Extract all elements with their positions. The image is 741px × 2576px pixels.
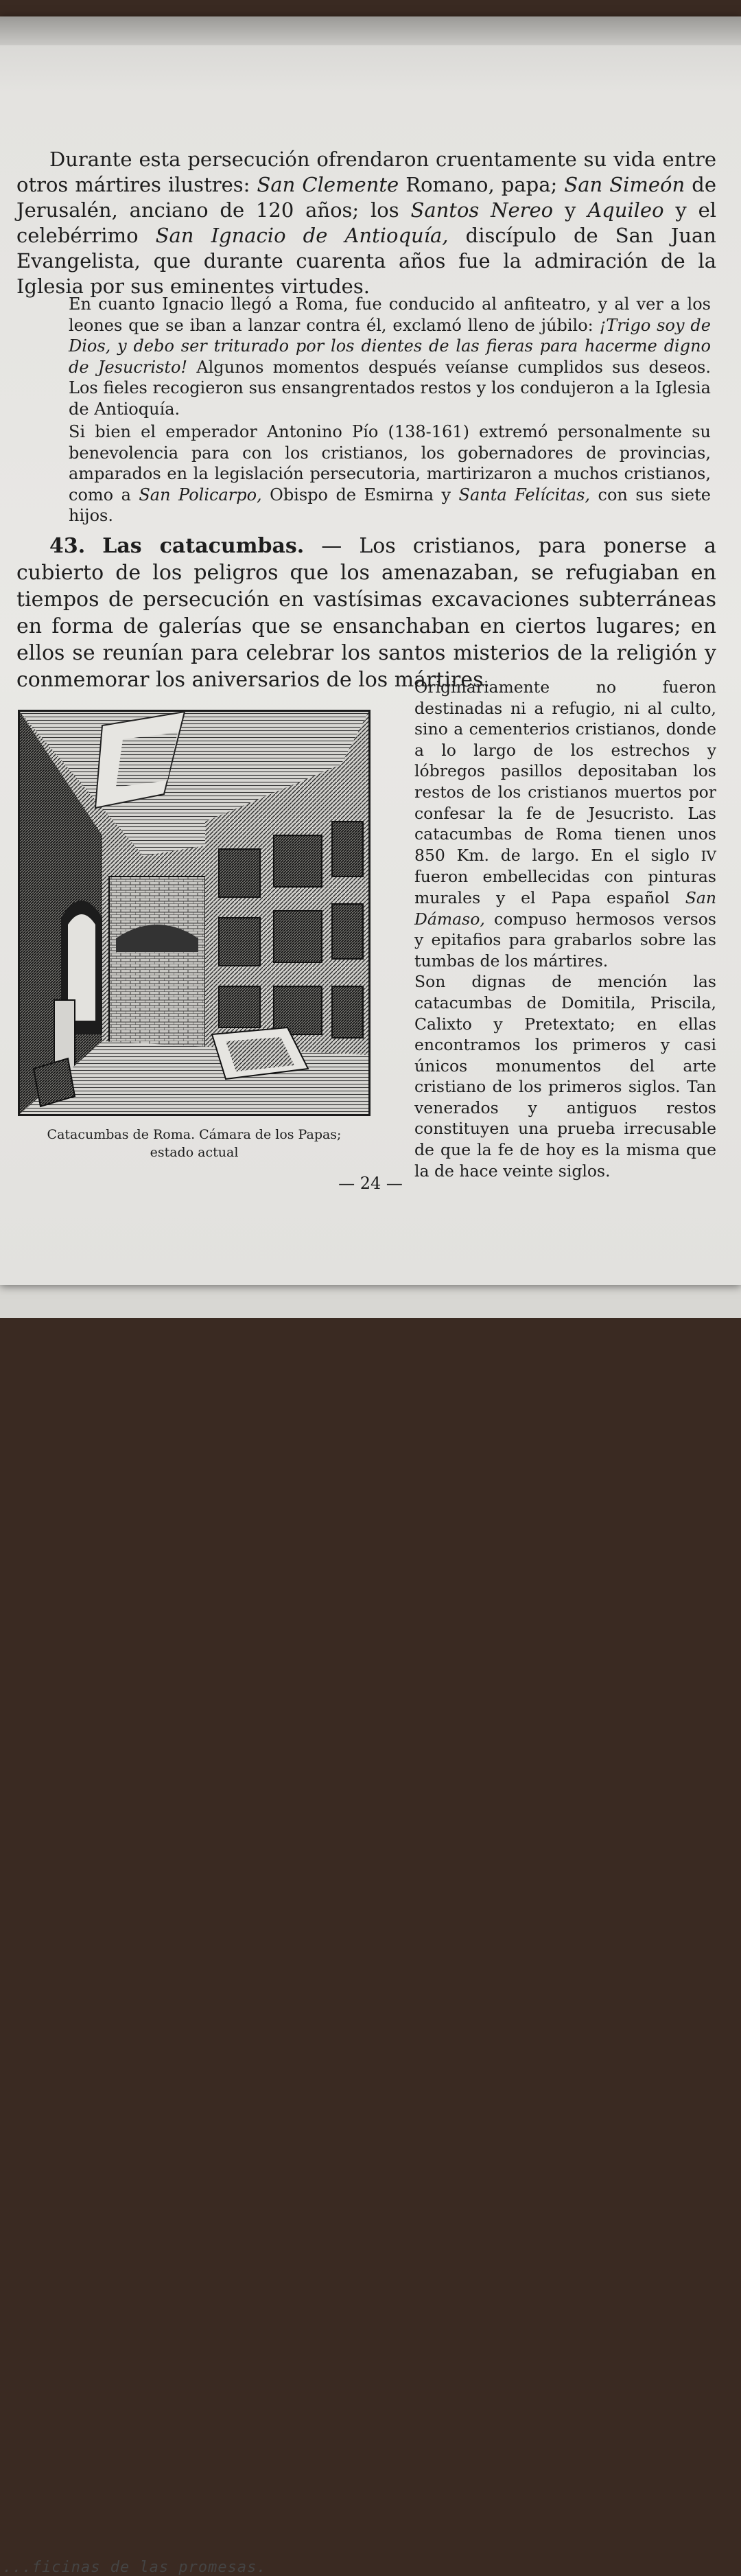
section-43 bbox=[16, 533, 716, 693]
intro-text: discípulo de San Juan Evangelista, que durante cuarenta años fue la admiración de la Iglesia por sus eminentes virtudes. bbox=[16, 224, 716, 298]
book-page bbox=[0, 16, 741, 1285]
section-body: — Los cristianos, para ponerse a cubierto de los peligros que los amenazaban, se refugiaban en tiempos de persecución en vastísimas excavaciones subterráneas en forma de galerías que se ensanchaban en ciertos lugares; en ellos se reunían para celebrar los santos misterios de la religión y conmemorar los aniversarios de los mártires. bbox=[16, 534, 716, 692]
catacomb-engraving bbox=[20, 712, 368, 1114]
antoninus-text: con sus siete hijos. bbox=[69, 485, 711, 525]
name-aquileo: Aquileo bbox=[587, 198, 664, 222]
name-damaso: San Dámaso, bbox=[414, 887, 716, 929]
antoninus-paragraph bbox=[69, 421, 711, 526]
ignatius-text: Algunos momentos después veíanse cumplidos sus deseos. Los fieles recogieron sus ensangrentados restos y los condujeron a la Iglesia de Antioquía. bbox=[69, 357, 711, 419]
section-heading: Las catacumbas. bbox=[102, 534, 305, 558]
column-text: compuso hermosos versos y epitafios para grabarlos sobre las tumbas de los mártires. bbox=[414, 909, 716, 971]
name-nereo: Santos Nereo bbox=[410, 198, 554, 222]
page-number: — 24 — bbox=[338, 1174, 403, 1193]
intro-text: Durante esta persecución ofrendaron cruentamente su vida entre otros mártires ilustres: bbox=[16, 148, 716, 196]
name-ignacio: San Ignacio de Antioquía, bbox=[155, 224, 449, 247]
section-number: 43. bbox=[49, 534, 86, 558]
name-policarpo: San Policarpo, bbox=[139, 485, 262, 504]
figure-caption bbox=[16, 1126, 372, 1161]
column-paragraph-2: Son dignas de mención las catacumbas de Domitila, Priscila, Calixto y Pretextato; en ellas encontramos los primeros y casi únicos monumentos del arte cristiano de los primeros siglos. Tan venerados y antiguos restos constituyen una prueba irrecusable de que la fe de hoy es la misma que la de hace veinte siglos. bbox=[414, 972, 716, 1181]
ignatius-quote: ¡Trigo soy de Dios, y debo ser triturado por los dientes de las fieras para hacerme digno de Jesucristo! bbox=[69, 315, 711, 377]
intro-paragraph bbox=[16, 147, 716, 299]
intro-text: y bbox=[564, 198, 576, 222]
side-column bbox=[414, 677, 716, 1181]
ignatius-text: En cuanto Ignacio llegó a Roma, fue conducido al anfiteatro, y al ver a los leones que se iban a lanzar contra él, exclamó lleno de júbilo: bbox=[69, 294, 711, 335]
catacomb-illustration bbox=[18, 710, 370, 1116]
page-top-shadow bbox=[0, 16, 741, 45]
name-clemente: San Clemente bbox=[257, 173, 399, 196]
column-text: fueron embellecidas con pinturas murales y el Papa español bbox=[414, 867, 716, 907]
century-numeral: IV bbox=[701, 847, 716, 864]
handwritten-note: ...ficinas de las promesas. bbox=[3, 2559, 267, 2576]
antoninus-text: Obispo de Esmirna y bbox=[270, 485, 451, 504]
caption-line-1: Catacumbas de Roma. Cámara de los Papas; bbox=[47, 1127, 342, 1142]
intro-text: de Jerusalén, anciano de 120 años; los bbox=[16, 173, 717, 222]
caption-line-2: estado actual bbox=[150, 1145, 239, 1160]
name-felicitas: Santa Felícitas, bbox=[458, 485, 591, 504]
intro-text: Romano, papa; bbox=[405, 173, 558, 196]
column-paragraph-1 bbox=[414, 677, 716, 971]
ignatius-paragraph bbox=[69, 294, 711, 419]
intro-text: y el celebérrimo bbox=[16, 198, 717, 247]
antoninus-text: Si bien el emperador Antonino Pío (138-161) extremó personalmente su benevolencia para con los cristianos, los gobernadores de provincias, amparados en la legislación persecutoria, martirizaron a muchos cristianos, como a bbox=[69, 422, 711, 504]
column-text: Originariamente no fueron destinadas ni a refugio, ni al culto, sino a cementerios cristianos, donde a lo largo de los estrechos y lóbregos pasillos depositaban los restos de los cristianos muertos por confesar la fe de Jesucristo. Las catacumbas de Roma tienen unos 850 Km. de largo. En el siglo bbox=[414, 677, 716, 865]
name-simeon: San Simeón bbox=[564, 173, 685, 196]
